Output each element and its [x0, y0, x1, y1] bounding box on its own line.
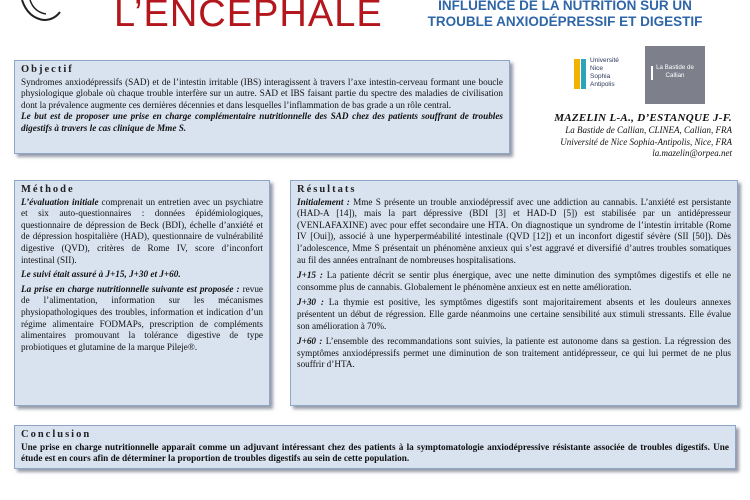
poster-title-line2: TROUBLE ANXIODÉPRESSIF ET DIGESTIF: [427, 14, 703, 29]
brain-logo-icon: [20, 0, 62, 22]
university-logo-stripe: [581, 59, 586, 89]
university-logo-line: Nice: [590, 65, 604, 72]
methode-para-1-text: comprenait un entretien avec un psychiatre et six auto-questionnaires : données épidémiologiques, questionnaire de dépression de Beck (BDI), échelle d’anxiété et de dépression hospitalière (HAD), questionnaire de vulnérabilité digestive (QVD), critères de Rome IV, score d’inconfort intestinal (SII).: [21, 196, 263, 265]
journal-logo: L’ENCEPHALE: [114, 0, 383, 35]
affiliation-2: Université de Nice Sophia-Antipolis, Nice, FRA: [560, 136, 732, 147]
methode-box: [14, 180, 270, 406]
resultats-para-2: [297, 270, 731, 293]
methode-para-3-lead: La prise en charge nutritionnelle suivante est proposée :: [21, 283, 240, 294]
university-logo-line: Université: [590, 57, 619, 64]
methode-para-3: [21, 284, 263, 354]
resultats-para-3-lead: J+30 :: [297, 297, 324, 308]
authors-block: [554, 112, 732, 160]
bastide-logo-bar: [651, 66, 653, 80]
conclusion-title: Conclusion: [21, 429, 92, 440]
university-logo-text: [590, 57, 634, 89]
resultats-para-1: [297, 197, 731, 267]
resultats-para-4-text: L’ensemble des recommandations sont suivies, la patiente est autonome dans sa gestion. La régression des symptômes anxiodépressifs permet une diminution de son traitement antidépresseur, ce qui lui permet de ne plus souffrir d’HTA.: [297, 336, 731, 370]
methode-title: Méthode: [21, 184, 75, 195]
objectif-text: Syndromes anxiodépressifs (SAD) et de l’intestin irritable (IBS) interagissent à travers l’axe intestin-cerveau formant une boucle physiologique globale où chaque trouble interfère sur un autre. SAD et IBS faisant partie du spectre des maladies de civilisation dont la prévalence augmente ces dernières décennies et dans lesquelles l’inflammation de bas grade a un rôle central.: [21, 76, 503, 110]
resultats-box: [290, 180, 738, 406]
bastide-logo-line: La Bastide de: [656, 64, 694, 71]
methode-para-3-text: revue de l’alimentation, information sur les mécanismes physiopathologiques des troubles, information et indication d’un régime alimentaire FODMAPs, prescription de compléments alimentaires promouvant la tolérance digestive de type probiotiques et glutamine de la marque Pileje®.: [21, 283, 263, 352]
resultats-para-3-text: La thymie est positive, les symptômes digestifs sont majoritairement absents et les douleurs annexes présentent un début de régression. Elle garde néanmoins une certaine sensibilité aux stimuli stressants. Elle évalue son amélioration à 70%.: [297, 297, 731, 331]
bastide-logo: [645, 46, 705, 104]
resultats-para-1-text: Mme S présente un trouble anxiodépressif avec une addiction au cannabis. L’anxiété est persistante (HAD-A [14]), mais la part dépressive (BDI [3] et HAD-D [5]) est stabilisée par un antidépresseur (VENLAFAXINE) avec pour effet secondaire une HTA. On diagnostique un syndrome de l’intestin irritable (Rome IV [Oui]), associé à une hyperperméabilité intestinale (QVD [12]) et un inconfort digestif sévère (SII [50]). Dès l’adolescence, Mme S présentait un phénomène anxieux qui s’est aggravé et diversifié d’autres troubles somatiques au fil des années entraînant de nombreuses hospitalisations.: [297, 196, 731, 265]
methode-para-1: [21, 197, 263, 267]
university-logo-line: Sophia Antipolis: [590, 73, 615, 88]
objectif-title: Objectif: [21, 64, 74, 75]
poster-title: [400, 0, 730, 30]
affiliation-1: La Bastide de Callian, CLINEA, Callian, FRA: [565, 125, 732, 135]
resultats-para-4-lead: J+60 :: [297, 336, 323, 347]
bastide-logo-line: Callian: [665, 72, 685, 79]
conclusion-text: Une prise en charge nutritionnelle apparaît comme un adjuvant intéressant chez des patients à la symptomatologie anxiodépressive résistante associée de troubles digestifs. Une étude est en cours afin de déterminer la proportion de troubles digestifs au sein de cette population.: [21, 441, 729, 464]
methode-para-1-lead: L’évaluation initiale: [21, 196, 99, 207]
author-email: la.mazelin@orpea.net: [652, 148, 732, 158]
resultats-para-3: [297, 297, 731, 332]
resultats-para-4: [297, 336, 731, 371]
resultats-para-2-text: La patiente décrit se sentir plus énergique, avec une nette diminution des symptômes digestifs et elle ne consomme plus de cannabis. Globalement le phénomène anxieux est en nette amélioration.: [297, 270, 731, 292]
objectif-goal: Le but est de proposer une prise en charge complémentaire nutritionnelle des SAD chez des patients souffrant de troubles digestifs à travers le cas clinique de Mme S.: [21, 111, 503, 133]
objectif-box: [14, 60, 510, 154]
methode-para-2: Le suivi était assuré à J+15, J+30 et J+60.: [21, 269, 181, 280]
university-logo: [572, 53, 634, 97]
author-names: MAZELIN L-A., D’ESTANQUE J-F.: [554, 112, 732, 124]
resultats-para-2-lead: J+15 :: [297, 270, 323, 281]
university-logo-stripe: [574, 59, 580, 89]
poster-title-line1: INFLUENCE DE LA NUTRITION SUR UN: [438, 0, 692, 13]
resultats-para-1-lead: Initialement :: [297, 196, 350, 207]
conclusion-box: [14, 425, 736, 469]
resultats-title: Résultats: [297, 184, 357, 195]
